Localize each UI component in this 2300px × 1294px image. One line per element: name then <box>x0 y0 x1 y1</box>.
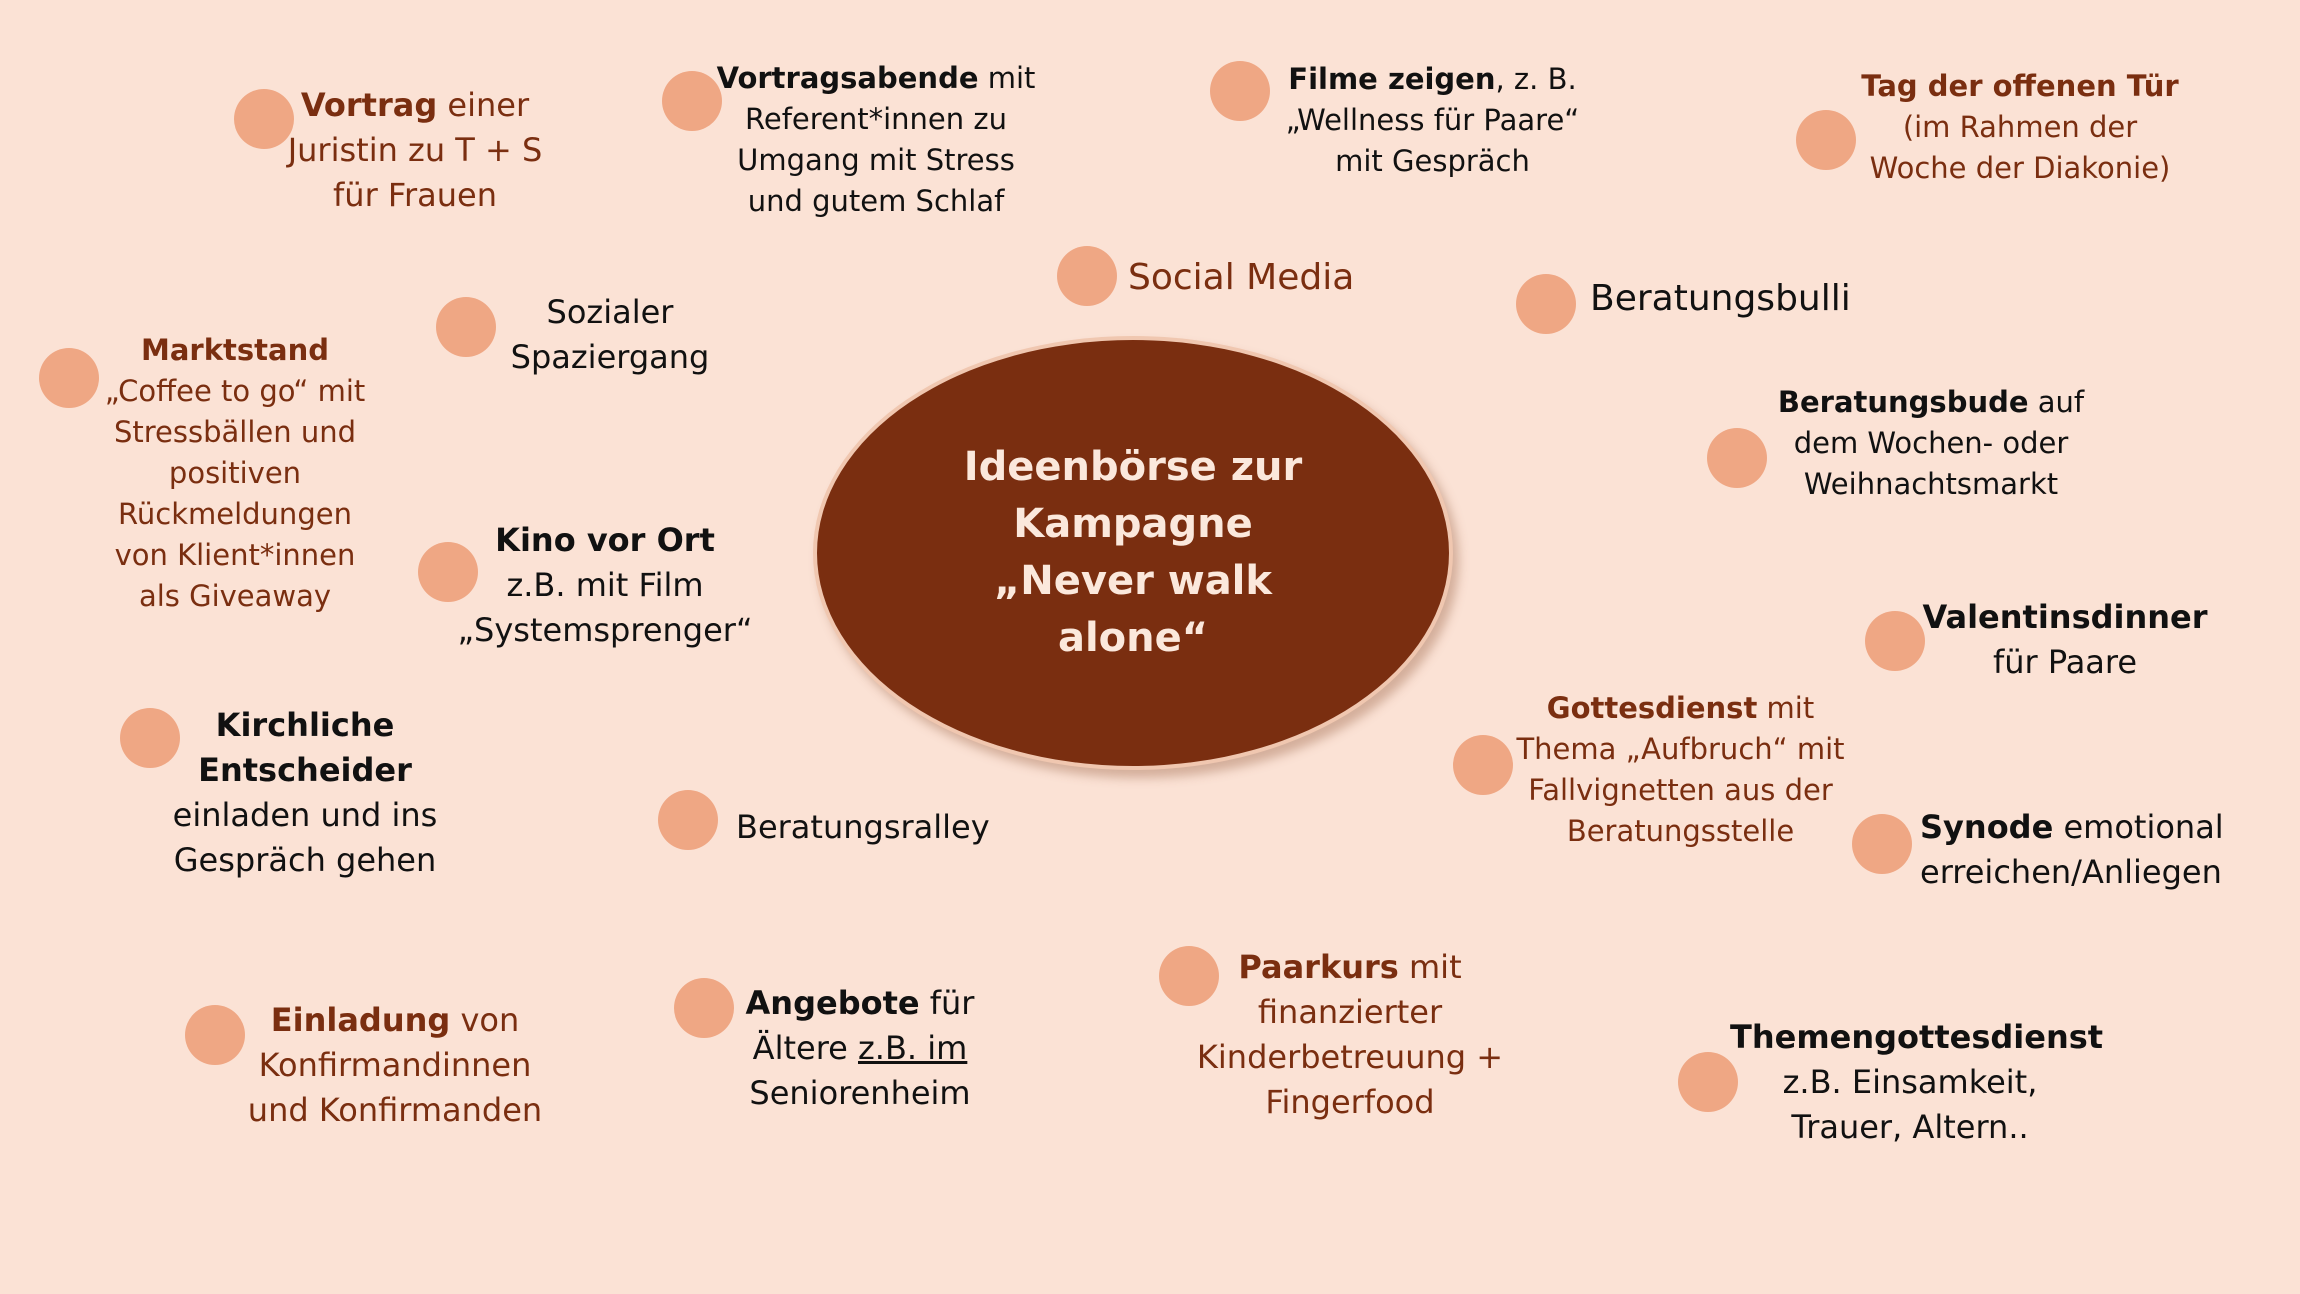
idea-themengottesdienst-line3: Trauer, Altern.. <box>1791 1108 2029 1146</box>
idea-gottesdienst <box>1508 688 1853 852</box>
idea-themengottesdienst-line2: z.B. Einsamkeit, <box>1782 1063 2038 1101</box>
idea-synode-rest: emotional <box>2053 808 2224 846</box>
idea-tag-offene-tuer-bold: Tag der offenen Tür <box>1861 69 2179 103</box>
idea-paarkurs-line3: Kinderbetreuung + <box>1196 1038 1504 1076</box>
idea-kirchliche-line4: Gespräch gehen <box>173 841 437 879</box>
idea-marktstand-line4: positiven <box>168 456 302 490</box>
idea-angebote-line3: Seniorenheim <box>749 1074 971 1112</box>
idea-beratungsbude <box>1776 382 2086 505</box>
idea-angebote-rest: für <box>919 984 975 1022</box>
idea-einladung-bold: Einladung <box>270 1001 451 1039</box>
idea-synode-bold: Synode <box>1920 808 2054 846</box>
idea-vortrag-line2: Juristin zu T + S <box>287 131 543 169</box>
idea-beratungsralley-label: Beratungsralley <box>736 808 990 846</box>
idea-marktstand-line6: von Klient*innen <box>114 538 356 572</box>
idea-marktstand-bold: Marktstand <box>141 333 329 367</box>
idea-vortragsabende-line2: Referent*innen zu <box>745 102 1007 136</box>
idea-marktstand-line5: Rückmeldungen <box>118 497 352 531</box>
idea-tag-offene-tuer <box>1860 66 2180 189</box>
idea-themengottesdienst <box>1730 1015 2104 1150</box>
idea-gottesdienst-rest: mit <box>1757 691 1815 725</box>
idea-filme-bold: Filme zeigen <box>1288 62 1496 96</box>
idea-einladung <box>240 998 550 1133</box>
idea-marktstand-line2: „Coffee to go“ mit <box>104 374 366 408</box>
idea-vortragsabende-rest: mit <box>978 61 1036 95</box>
idea-beratungsbulli-label: Beratungsbulli <box>1590 278 1851 319</box>
idea-filme-line3: mit Gespräch <box>1335 144 1530 178</box>
idea-beratungsbude-bold: Beratungsbude <box>1777 385 2029 419</box>
bullet-dot-beratungsralley <box>658 790 718 850</box>
bullet-dot-synode <box>1852 814 1912 874</box>
bullet-dot-tag-offene-tuer <box>1796 110 1856 170</box>
idea-einladung-line2: Konfirmandinnen <box>258 1046 532 1084</box>
idea-kino <box>455 518 755 653</box>
idea-vortragsabende <box>716 58 1036 222</box>
idea-valentinsdinner-bold: Valentinsdinner <box>1922 598 2208 636</box>
idea-kirchliche-bold2: Entscheider <box>198 751 412 789</box>
idea-angebote-line2b: z.B. im <box>858 1029 968 1067</box>
idea-themengottesdienst-bold: Themengottesdienst <box>1730 1018 2104 1056</box>
central-title-line-1: Ideenbörse zur <box>963 444 1303 490</box>
bullet-dot-sozialer-spaziergang <box>436 297 496 357</box>
idea-sozialer-spaziergang-line2: Spaziergang <box>510 338 710 376</box>
bullet-dot-social-media <box>1057 246 1117 306</box>
idea-filme-rest: , z. B. <box>1495 62 1577 96</box>
idea-kino-bold: Kino vor Ort <box>495 521 715 559</box>
bullet-dot-marktstand <box>39 348 99 408</box>
idea-synode <box>1920 805 2240 895</box>
idea-tag-offene-tuer-line2: (im Rahmen der <box>1902 110 2138 144</box>
bullet-dot-einladung <box>185 1005 245 1065</box>
idea-einladung-line3: und Konfirmanden <box>247 1091 543 1129</box>
idea-vortrag-rest: einer <box>437 86 530 124</box>
idea-beratungsbude-line2: dem Wochen- oder <box>1793 426 2069 460</box>
idea-angebote-bold: Angebote <box>745 984 920 1022</box>
idea-paarkurs-rest: mit <box>1398 948 1462 986</box>
bullet-dot-beratungsbulli <box>1516 274 1576 334</box>
idea-marktstand <box>100 330 370 617</box>
idea-valentinsdinner <box>1915 595 2215 685</box>
idea-social-media-label: Social Media <box>1128 257 1355 298</box>
idea-vortrag-bold: Vortrag <box>300 86 438 124</box>
idea-vortrag-line3: für Frauen <box>333 176 497 214</box>
idea-marktstand-line7: als Giveaway <box>138 579 332 613</box>
idea-einladung-rest: von <box>450 1001 520 1039</box>
bullet-dot-filme <box>1210 61 1270 121</box>
bullet-dot-themengottesdienst <box>1678 1052 1738 1112</box>
idea-kino-line3: „Systemsprenger“ <box>457 611 753 649</box>
central-title-line-3: „Never walk <box>993 558 1272 604</box>
idea-paarkurs-line4: Fingerfood <box>1265 1083 1435 1121</box>
idea-vortragsabende-line4: und gutem Schlaf <box>747 184 1005 218</box>
idea-filme-line2: „Wellness für Paare“ <box>1285 103 1580 137</box>
bullet-dot-angebote <box>674 978 734 1038</box>
central-topic-ellipse <box>813 336 1453 770</box>
idea-vortrag <box>280 83 550 218</box>
idea-beratungsbude-line3: Weihnachtsmarkt <box>1803 467 2059 501</box>
idea-beratungsralley <box>736 805 1016 850</box>
bullet-dot-vortragsabende <box>662 71 722 131</box>
central-title-line-4: alone“ <box>1057 615 1209 661</box>
idea-sozialer-spaziergang <box>490 290 730 380</box>
idea-paarkurs <box>1185 945 1515 1125</box>
idea-gottesdienst-line2: Thema „Aufbruch“ mit <box>1516 732 1845 766</box>
central-title-line-2: Kampagne <box>1013 501 1253 547</box>
idea-paarkurs-bold: Paarkurs <box>1238 948 1399 986</box>
idea-kirchliche-entscheider <box>160 703 450 883</box>
central-topic-title <box>913 439 1353 667</box>
idea-filme <box>1270 59 1595 182</box>
idea-marktstand-line3: Stressbällen und <box>113 415 357 449</box>
idea-synode-line2: erreichen/Anliegen <box>1920 853 2222 891</box>
bullet-dot-gottesdienst <box>1453 735 1513 795</box>
idea-sozialer-spaziergang-line1: Sozialer <box>546 293 674 331</box>
bullet-dot-beratungsbude <box>1707 428 1767 488</box>
idea-gottesdienst-line4: Beratungsstelle <box>1566 814 1795 848</box>
idea-angebote-line2a: Ältere <box>752 1029 858 1067</box>
idea-gottesdienst-bold: Gottesdienst <box>1546 691 1758 725</box>
idea-vortragsabende-line3: Umgang mit Stress <box>737 143 1015 177</box>
idea-kirchliche-bold1: Kirchliche <box>215 706 395 744</box>
idea-paarkurs-line2: finanzierter <box>1257 993 1443 1031</box>
idea-vortragsabende-bold: Vortragsabende <box>716 61 979 95</box>
idea-angebote <box>730 981 990 1116</box>
idea-beratungsbude-rest: auf <box>2028 385 2085 419</box>
idea-social-media <box>1128 255 1378 300</box>
idea-gottesdienst-line3: Fallvignetten aus der <box>1528 773 1833 807</box>
idea-beratungsbulli <box>1590 276 1870 321</box>
idea-tag-offene-tuer-line3: Woche der Diakonie) <box>1869 151 2171 185</box>
idea-valentinsdinner-line2: für Paare <box>1992 643 2138 681</box>
idea-kirchliche-line3: einladen und ins <box>172 796 438 834</box>
idea-kino-line2: z.B. mit Film <box>506 566 704 604</box>
